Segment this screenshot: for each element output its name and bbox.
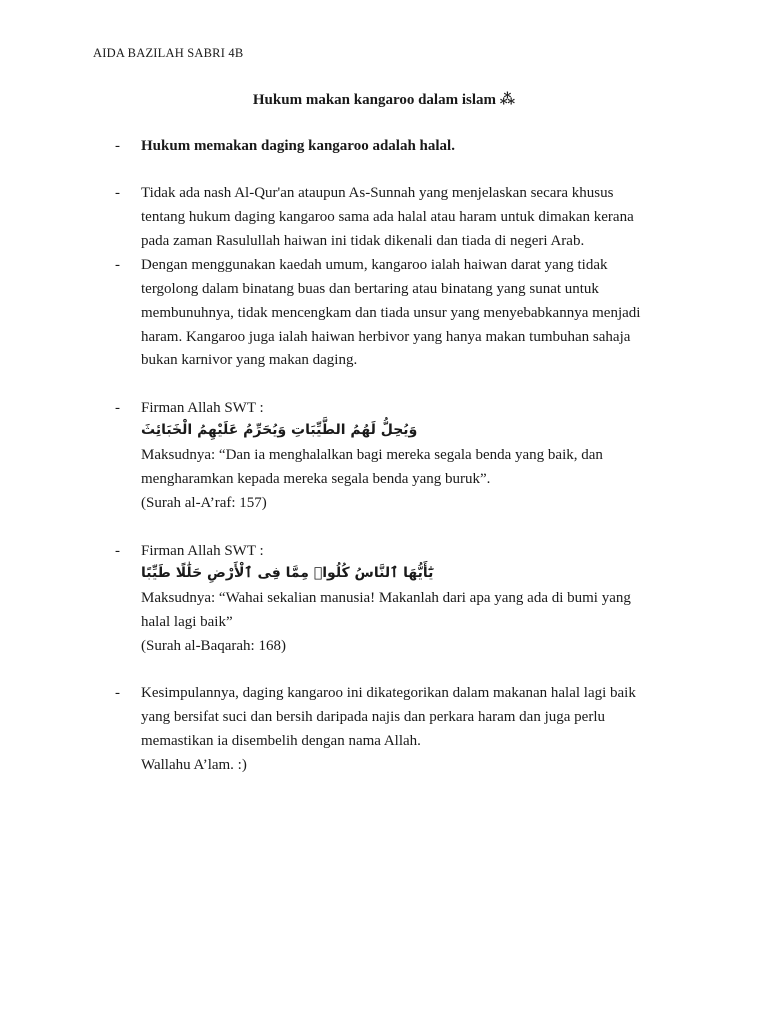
- verse-intro: Firman Allah SWT :: [141, 543, 264, 559]
- verse-meaning-line: Maksudnya: “Wahai sekalian manusia! Makanlah dari apa yang ada di bumi yang: [141, 590, 631, 606]
- bullet-dash: -: [115, 185, 120, 201]
- verse-meaning-line: mengharamkan kepada mereka segala benda yang buruk”.: [141, 471, 491, 487]
- arabic-verse: يَٰٓأَيُّهَا ٱلنَّاسُ كُلُوا۟ مِمَّا فِى ٱلْأَرْضِ حَلَٰلًا طَيِّبًا: [141, 565, 434, 581]
- verse-meaning-line: Maksudnya: “Dan ia menghalalkan bagi mereka segala benda yang baik, dan: [141, 447, 603, 463]
- verse-reference: (Surah al-A’raf: 157): [141, 495, 267, 511]
- conclusion-line: yang bersifat suci dan bersih daripada najis dan perkara haram dan juga perlu: [141, 709, 605, 725]
- verse-intro: Firman Allah SWT :: [141, 400, 264, 416]
- paragraph-line: bukan karnivor yang makan daging.: [141, 352, 358, 368]
- conclusion-line: Kesimpulannya, daging kangaroo ini dikategorikan dalam makanan halal lagi baik: [141, 685, 636, 701]
- ruling-line: Hukum memakan daging kangaroo adalah halal.: [141, 138, 455, 154]
- paragraph-line: haram. Kangaroo juga ialah haiwan herbivor yang hanya makan tumbuhan sahaja: [141, 329, 631, 345]
- arabic-verse: وَيُحِلُّ لَهُمُ الطَّيِّبَاتِ وَيُحَرِّمُ عَلَيْهِمُ الْخَبَائِثَ: [141, 422, 418, 438]
- verse-meaning-line: halal lagi baik”: [141, 614, 233, 630]
- paragraph-line: Tidak ada nash Al-Qur'an ataupun As-Sunnah yang menjelaskan secara khusus: [141, 185, 614, 201]
- paragraph-line: membunuhnya, tidak mencengkam dan tiada unsur yang menyebabkannya menjadi: [141, 305, 641, 321]
- document-title: Hukum makan kangaroo dalam islam ⁂: [252, 92, 516, 108]
- closing-line: Wallahu A’lam. :): [141, 757, 247, 773]
- bullet-dash: -: [115, 257, 120, 273]
- conclusion-line: memastikan ia disembelih dengan nama Allah.: [141, 733, 421, 749]
- paragraph-line: tergolong dalam binatang buas dan bertaring atau binatang yang sunat untuk: [141, 281, 599, 297]
- verse-reference: (Surah al-Baqarah: 168): [141, 638, 286, 654]
- bullet-dash: -: [115, 543, 120, 559]
- bullet-dash: -: [115, 685, 120, 701]
- paragraph-line: pada zaman Rasulullah haiwan ini tidak dikenali dan tiada di negeri Arab.: [141, 233, 585, 249]
- author-header: AIDA BAZILAH SABRI 4B: [93, 46, 244, 60]
- bullet-dash: -: [115, 400, 120, 416]
- paragraph-line: tentang hukum daging kangaroo sama ada halal atau haram untuk dimakan kerana: [141, 209, 634, 225]
- paragraph-line: Dengan menggunakan kaedah umum, kangaroo ialah haiwan darat yang tidak: [141, 257, 608, 273]
- bullet-dash: -: [115, 138, 120, 154]
